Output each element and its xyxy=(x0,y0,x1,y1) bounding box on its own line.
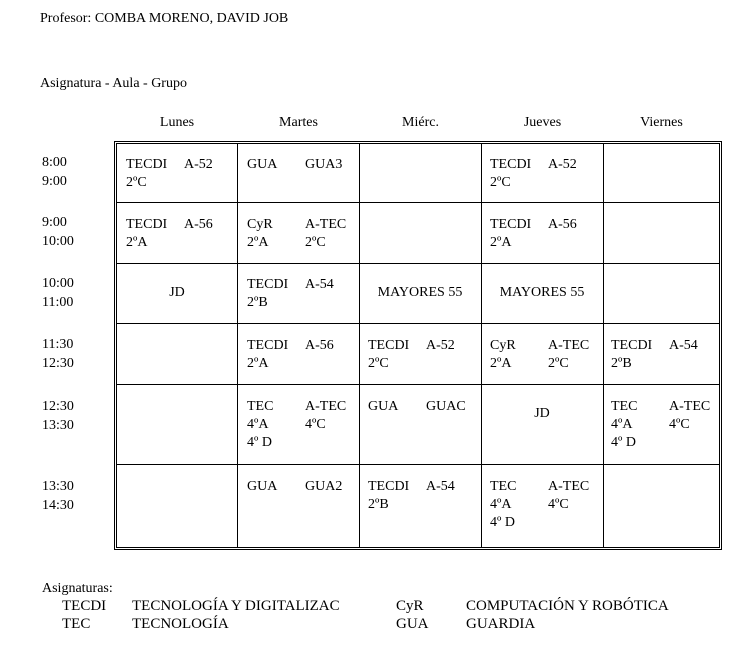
legend-name: TECNOLOGÍA Y DIGITALIZAC xyxy=(132,598,340,614)
cell-miercoles-slot6 xyxy=(368,478,455,514)
subject-code: TECDI xyxy=(611,338,653,353)
legend-name: TECNOLOGÍA xyxy=(132,616,229,632)
subject-code: TEC xyxy=(490,479,517,494)
day-header-lunes: Lunes xyxy=(159,115,195,130)
cell-jueves-slot2 xyxy=(490,216,577,252)
group: 4ºA xyxy=(247,417,269,432)
legend-code: GUA xyxy=(396,616,429,632)
cell-miercoles-slot4 xyxy=(368,337,455,373)
slot-end: 13:30 xyxy=(42,418,74,433)
cell-miercoles-slot5 xyxy=(368,398,466,416)
time-slot-5 xyxy=(42,397,74,435)
group: 4ºC xyxy=(669,417,690,432)
subject-code: TECDI xyxy=(126,157,168,172)
group: 2ºA xyxy=(490,356,512,371)
legend-name: GUARDIA xyxy=(466,616,536,632)
cell-jueves-slot1 xyxy=(490,156,577,192)
column-divider xyxy=(359,143,360,548)
group: 2ºC xyxy=(305,235,326,250)
slot-end: 11:00 xyxy=(42,295,74,310)
subject-code: CyR xyxy=(247,217,273,232)
subject-code: GUA xyxy=(247,479,278,494)
group: 4º D xyxy=(490,515,515,530)
activity-label: JD xyxy=(169,285,185,300)
subject-code: TEC xyxy=(247,399,274,414)
group: 4ºA xyxy=(490,497,512,512)
group: 2ºB xyxy=(611,356,632,371)
subject-code: GUA xyxy=(247,157,278,172)
cell-lunes-slot1 xyxy=(126,156,213,192)
cell-martes-slot3 xyxy=(247,276,334,312)
day-header-viernes: Viernes xyxy=(640,115,683,130)
legend-code: TEC xyxy=(62,616,91,632)
legend-title: Asignaturas: xyxy=(42,581,113,596)
subject-code: TEC xyxy=(611,399,638,414)
room: A-TEC xyxy=(305,399,347,414)
slot-start: 8:00 xyxy=(42,155,67,170)
cell-viernes-slot4 xyxy=(611,337,698,373)
group: 4ºC xyxy=(548,497,569,512)
cell-jueves-slot5 xyxy=(482,405,602,423)
group: 4ºA xyxy=(611,417,633,432)
column-divider xyxy=(481,143,482,548)
profesor-title: Profesor: COMBA MORENO, DAVID JOB xyxy=(40,11,289,26)
row-divider xyxy=(117,384,719,385)
time-slot-2 xyxy=(42,213,74,251)
day-header-jueves: Jueves xyxy=(523,115,562,130)
group: 2ºB xyxy=(247,295,268,310)
room: A-54 xyxy=(305,277,334,292)
group: 2ºA xyxy=(126,235,148,250)
cell-viernes-slot5 xyxy=(611,398,710,452)
time-slot-3 xyxy=(42,274,74,312)
slot-end: 12:30 xyxy=(42,356,74,371)
group: 2ºC xyxy=(126,175,147,190)
slot-start: 11:30 xyxy=(42,337,74,352)
room: GUA3 xyxy=(305,157,343,172)
room: A-TEC xyxy=(548,479,590,494)
cell-martes-slot2 xyxy=(247,216,346,252)
subject-code: GUA xyxy=(368,399,399,414)
room: A-52 xyxy=(184,157,213,172)
group: 2ºC xyxy=(490,175,511,190)
room: A-56 xyxy=(548,217,577,232)
room: A-56 xyxy=(184,217,213,232)
subject-code: TECDI xyxy=(490,157,532,172)
group: 4º D xyxy=(247,435,272,450)
column-divider xyxy=(237,143,238,548)
group: 2ºC xyxy=(368,356,389,371)
legend-code: TECDI xyxy=(62,598,107,614)
row-divider xyxy=(117,464,719,465)
slot-end: 14:30 xyxy=(42,498,74,513)
subject-code: TECDI xyxy=(126,217,168,232)
slot-start: 12:30 xyxy=(42,399,74,414)
room: A-TEC xyxy=(548,338,590,353)
room: GUA2 xyxy=(305,479,343,494)
row-divider xyxy=(117,263,719,264)
slot-start: 9:00 xyxy=(42,215,67,230)
time-slot-1 xyxy=(42,153,67,191)
subject-code: TECDI xyxy=(490,217,532,232)
time-slot-6 xyxy=(42,477,74,515)
group: 2ºA xyxy=(247,235,269,250)
subject-code: TECDI xyxy=(368,479,410,494)
group: 4ºC xyxy=(305,417,326,432)
subject-code: TECDI xyxy=(247,277,289,292)
cell-martes-slot5 xyxy=(247,398,346,452)
slot-end: 10:00 xyxy=(42,234,74,249)
cell-jueves-slot3 xyxy=(482,284,602,302)
room: A-52 xyxy=(548,157,577,172)
slot-start: 13:30 xyxy=(42,479,74,494)
group: 2ºA xyxy=(490,235,512,250)
group: 4º D xyxy=(611,435,636,450)
room: A-54 xyxy=(426,479,455,494)
activity-label: MAYORES 55 xyxy=(499,285,585,300)
cell-miercoles-slot3 xyxy=(360,284,480,302)
time-slot-4 xyxy=(42,335,74,373)
cell-jueves-slot6 xyxy=(490,478,589,532)
cell-lunes-slot3 xyxy=(117,284,237,302)
cell-martes-slot4 xyxy=(247,337,334,373)
room: A-TEC xyxy=(669,399,711,414)
room: A-54 xyxy=(669,338,698,353)
room: A-56 xyxy=(305,338,334,353)
legend-name: COMPUTACIÓN Y ROBÓTICA xyxy=(466,598,669,614)
slot-end: 9:00 xyxy=(42,174,67,189)
cell-jueves-slot4 xyxy=(490,337,589,373)
slot-start: 10:00 xyxy=(42,276,74,291)
group: 2ºC xyxy=(548,356,569,371)
day-header-miercoles: Miérc. xyxy=(402,115,439,130)
subject-code: CyR xyxy=(490,338,516,353)
room: A-TEC xyxy=(305,217,347,232)
room: GUAC xyxy=(426,399,466,414)
table-subheading: Asignatura - Aula - Grupo xyxy=(40,76,187,91)
column-divider xyxy=(603,143,604,548)
group: 2ºB xyxy=(368,497,389,512)
legend-code: CyR xyxy=(396,598,424,614)
activity-label: MAYORES 55 xyxy=(377,285,463,300)
subject-code: TECDI xyxy=(368,338,410,353)
cell-martes-slot1 xyxy=(247,156,342,174)
subject-code: TECDI xyxy=(247,338,289,353)
activity-label: JD xyxy=(534,406,550,421)
group: 2ºA xyxy=(247,356,269,371)
cell-lunes-slot2 xyxy=(126,216,213,252)
room: A-52 xyxy=(426,338,455,353)
day-header-martes: Martes xyxy=(279,115,318,130)
row-divider xyxy=(117,323,719,324)
cell-martes-slot6 xyxy=(247,478,342,496)
row-divider xyxy=(117,202,719,203)
